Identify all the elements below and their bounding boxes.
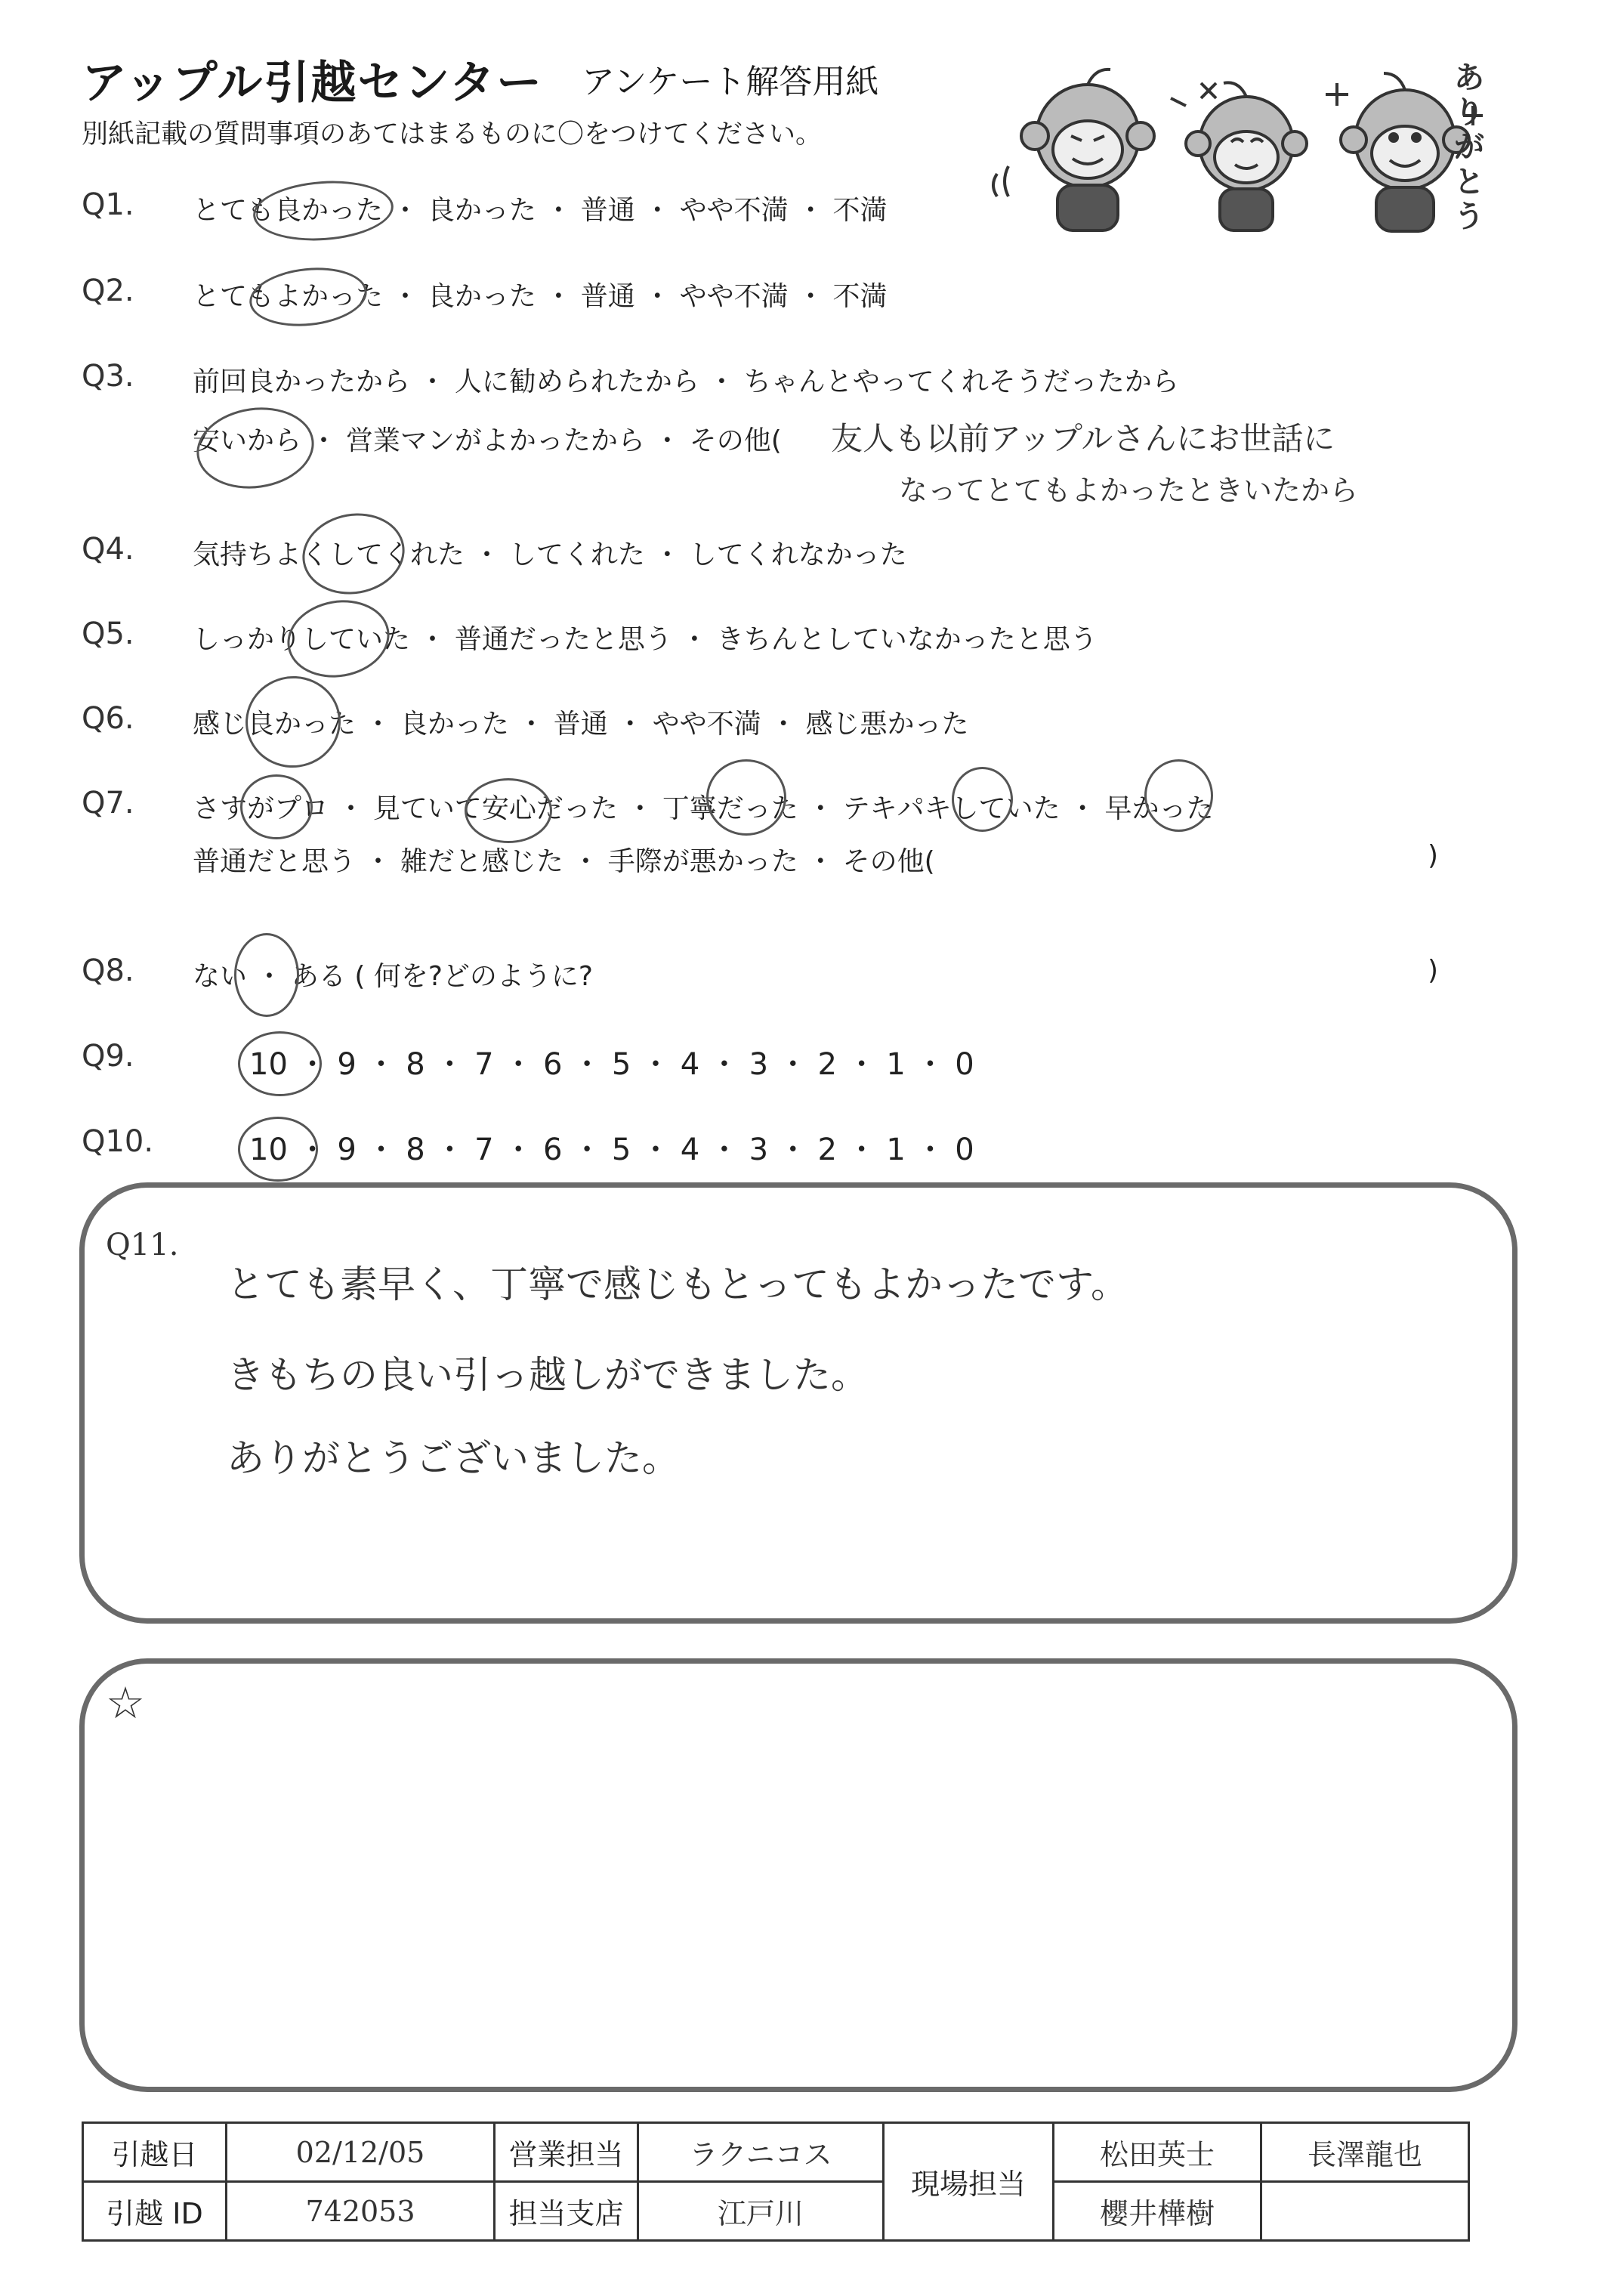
answer-circle-q7-e bbox=[1144, 759, 1213, 832]
site-staff-empty bbox=[1261, 2182, 1469, 2241]
answer-circle-q9 bbox=[238, 1031, 322, 1096]
answer-circle-q2 bbox=[246, 262, 369, 332]
answer-circle-q7-d bbox=[952, 767, 1013, 832]
q3-label: Q3. bbox=[82, 359, 134, 394]
q5-label: Q5. bbox=[82, 617, 134, 651]
q4-options: 気持ちよくしてくれた ・ してくれた ・ してくれなかった bbox=[193, 539, 907, 570]
q10-label: Q10. bbox=[82, 1124, 154, 1159]
q4-label: Q4. bbox=[82, 532, 134, 567]
thanks-vertical-text: ありがとう bbox=[1454, 60, 1484, 234]
q11-comment-line-1: とても素早く、丁寧で感じもとってもよかったです。 bbox=[227, 1262, 1128, 1306]
answer-circle-q7-a bbox=[240, 774, 313, 839]
q7-options-line1: さすがプロ ・ 見ていて安心だった ・ 丁寧だった ・ テキパキしていた ・ 早かった bbox=[193, 793, 1214, 824]
q6-options: 感じ良かった ・ 良かった ・ 普通 ・ やや不満 ・ 感じ悪かった bbox=[193, 709, 969, 740]
site-staff-1: 松田英士 bbox=[1054, 2123, 1261, 2182]
q3-other-handwritten-1: 友人も以前アップルさんにお世話に bbox=[831, 420, 1335, 457]
answer-circle-q7-b bbox=[465, 778, 552, 843]
q7-options-line2: 普通だと思う ・ 雑だと感じた ・ 手際が悪かった ・ その他( bbox=[193, 846, 935, 877]
instruction-text: 別紙記載の質問事項のあてはまるものに〇をつけてください。 bbox=[82, 119, 823, 150]
q8-options: ない ・ ある ( 何を?どのように? bbox=[193, 961, 594, 992]
q7-label: Q7. bbox=[82, 786, 134, 820]
star-comment-box bbox=[79, 1658, 1517, 2092]
q11-comment-line-3: ありがとうございました。 bbox=[227, 1436, 680, 1480]
answer-circle-q5 bbox=[281, 592, 395, 685]
q7-close-paren: ) bbox=[1428, 840, 1439, 871]
q3-other-handwritten-2: なってとてもよかったときいたから bbox=[899, 474, 1359, 507]
q11-comment-box bbox=[79, 1182, 1517, 1624]
answer-circle-q1 bbox=[252, 177, 396, 246]
q8-label: Q8. bbox=[82, 953, 134, 988]
q10-scale: 10 ・ 9 ・ 8 ・ 7 ・ 6 ・ 5 ・ 4 ・ 3 ・ 2 ・ 1 ・ 0 bbox=[249, 1133, 974, 1167]
sales-label: 営業担当 bbox=[495, 2123, 638, 2182]
site-staff-label: 現場担当 bbox=[884, 2123, 1054, 2241]
move-date-value: 02/12/05 bbox=[227, 2123, 495, 2182]
q3-options-line2: 安いから ・ 営業マンがよかったから ・ その他( bbox=[193, 425, 782, 456]
answer-circle-q3 bbox=[191, 400, 319, 496]
company-title: アップル引越センター bbox=[82, 57, 543, 110]
answer-circle-q6 bbox=[239, 670, 347, 774]
answer-circle-q8 bbox=[234, 933, 299, 1017]
star-icon: ☆ bbox=[106, 1677, 145, 1729]
q5-options: しっかりしていた ・ 普通だったと思う ・ きちんとしていなかったと思う bbox=[193, 624, 1098, 655]
move-id-value: 742053 bbox=[227, 2182, 495, 2241]
q2-options: とてもよかった ・ 良かった ・ 普通 ・ やや不満 ・ 不満 bbox=[193, 281, 888, 312]
q1-options: とても良かった ・ 良かった ・ 普通 ・ やや不満 ・ 不満 bbox=[193, 195, 888, 226]
q9-scale: 10 ・ 9 ・ 8 ・ 7 ・ 6 ・ 5 ・ 4 ・ 3 ・ 2 ・ 1 ・ 0 bbox=[249, 1047, 974, 1082]
q1-label: Q1. bbox=[82, 187, 134, 222]
answer-circle-q10 bbox=[238, 1117, 318, 1182]
sales-value: ラクニコス bbox=[638, 2123, 884, 2182]
info-table bbox=[82, 2121, 1470, 2242]
q6-label: Q6. bbox=[82, 701, 134, 736]
branch-label: 担当支店 bbox=[495, 2182, 638, 2241]
q9-label: Q9. bbox=[82, 1039, 134, 1074]
q8-close-paren: ) bbox=[1428, 955, 1439, 986]
answer-circle-q7-c bbox=[706, 759, 786, 836]
monkey-mascot-illustration bbox=[982, 53, 1511, 249]
q3-options-line1: 前回良かったから ・ 人に勧められたから ・ ちゃんとやってくれそうだったから bbox=[193, 366, 1179, 397]
move-date-label: 引越日 bbox=[83, 2123, 227, 2182]
branch-value: 江戸川 bbox=[638, 2182, 884, 2241]
site-staff-3: 櫻井樺樹 bbox=[1054, 2182, 1261, 2241]
answer-circle-q4 bbox=[296, 505, 411, 602]
q2-label: Q2. bbox=[82, 273, 134, 308]
move-id-label: 引越 ID bbox=[83, 2182, 227, 2241]
site-staff-2: 長澤龍也 bbox=[1261, 2123, 1469, 2182]
q11-label: Q11. bbox=[106, 1228, 179, 1262]
q11-comment-line-2: きもちの良い引っ越しができました。 bbox=[227, 1353, 869, 1397]
form-title: アンケート解答用紙 bbox=[582, 63, 879, 101]
